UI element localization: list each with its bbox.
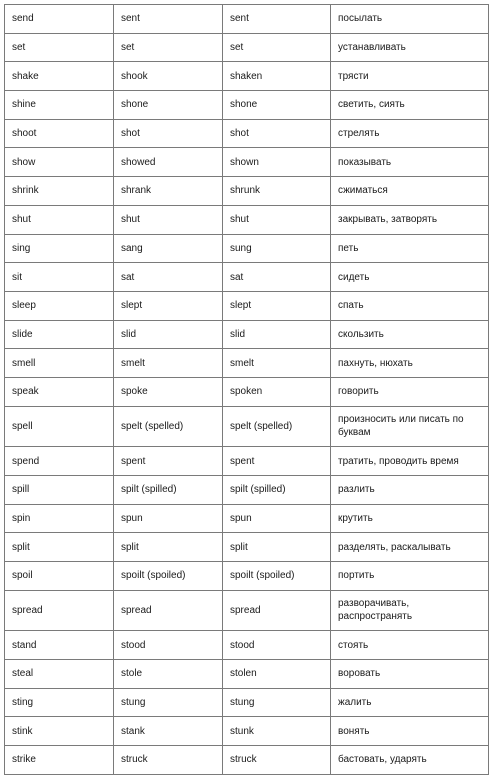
base-form-cell: sit [5, 263, 114, 292]
past-participle-cell: sung [223, 234, 331, 263]
table-row [5, 746, 489, 775]
past-simple-cell: spent [114, 447, 223, 476]
translation-cell: скользить [331, 320, 489, 349]
translation-cell: разлить [331, 475, 489, 504]
table-row [5, 291, 489, 320]
table-row [5, 91, 489, 120]
table-row [5, 504, 489, 533]
past-participle-cell: shone [223, 91, 331, 120]
table-row [5, 119, 489, 148]
base-form-cell: spoil [5, 561, 114, 590]
table-row [5, 320, 489, 349]
base-form-cell: shrink [5, 177, 114, 206]
base-form-cell: sting [5, 688, 114, 717]
table-row [5, 561, 489, 590]
table-row [5, 475, 489, 504]
base-form-cell: shut [5, 205, 114, 234]
past-participle-cell: slid [223, 320, 331, 349]
past-participle-cell: spilt (spilled) [223, 475, 331, 504]
past-simple-cell: smelt [114, 349, 223, 378]
translation-cell: трясти [331, 62, 489, 91]
translation-cell: разделять, раскалывать [331, 533, 489, 562]
past-simple-cell: sang [114, 234, 223, 263]
translation-cell: светить, сиять [331, 91, 489, 120]
base-form-cell: smell [5, 349, 114, 378]
past-simple-cell: split [114, 533, 223, 562]
past-participle-cell: shut [223, 205, 331, 234]
past-participle-cell: stolen [223, 659, 331, 688]
past-participle-cell: spelt (spelled) [223, 406, 331, 447]
translation-cell: спать [331, 291, 489, 320]
past-participle-cell: spoilt (spoiled) [223, 561, 331, 590]
base-form-cell: shoot [5, 119, 114, 148]
base-form-cell: speak [5, 377, 114, 406]
base-form-cell: spin [5, 504, 114, 533]
base-form-cell: stink [5, 717, 114, 746]
table-row [5, 234, 489, 263]
past-simple-cell: shook [114, 62, 223, 91]
translation-cell: показывать [331, 148, 489, 177]
base-form-cell: show [5, 148, 114, 177]
translation-cell: стрелять [331, 119, 489, 148]
past-simple-cell: spilt (spilled) [114, 475, 223, 504]
base-form-cell: spend [5, 447, 114, 476]
translation-cell: стоять [331, 631, 489, 660]
base-form-cell: spill [5, 475, 114, 504]
past-participle-cell: stunk [223, 717, 331, 746]
past-participle-cell: shaken [223, 62, 331, 91]
past-participle-cell: shown [223, 148, 331, 177]
table-row [5, 406, 489, 447]
past-simple-cell: stole [114, 659, 223, 688]
past-participle-cell: spoken [223, 377, 331, 406]
past-participle-cell: spent [223, 447, 331, 476]
base-form-cell: stand [5, 631, 114, 660]
table-row [5, 590, 489, 631]
past-simple-cell: stank [114, 717, 223, 746]
past-participle-cell: set [223, 33, 331, 62]
base-form-cell: split [5, 533, 114, 562]
past-participle-cell: stood [223, 631, 331, 660]
translation-cell: разворачивать, распространять [331, 590, 489, 631]
base-form-cell: shake [5, 62, 114, 91]
base-form-cell: sleep [5, 291, 114, 320]
translation-cell: произносить или писать по буквам [331, 406, 489, 447]
translation-cell: петь [331, 234, 489, 263]
past-simple-cell: shrank [114, 177, 223, 206]
past-simple-cell: shut [114, 205, 223, 234]
past-simple-cell: spoilt (spoiled) [114, 561, 223, 590]
base-form-cell: spread [5, 590, 114, 631]
translation-cell: закрывать, затворять [331, 205, 489, 234]
past-participle-cell: shot [223, 119, 331, 148]
translation-cell: устанавливать [331, 33, 489, 62]
translation-cell: бастовать, ударять [331, 746, 489, 775]
past-simple-cell: stood [114, 631, 223, 660]
table-row [5, 62, 489, 91]
translation-cell: говорить [331, 377, 489, 406]
base-form-cell: spell [5, 406, 114, 447]
past-participle-cell: sent [223, 5, 331, 34]
past-participle-cell: split [223, 533, 331, 562]
translation-cell: вонять [331, 717, 489, 746]
base-form-cell: send [5, 5, 114, 34]
past-simple-cell: struck [114, 746, 223, 775]
base-form-cell: steal [5, 659, 114, 688]
base-form-cell: shine [5, 91, 114, 120]
table-row [5, 205, 489, 234]
table-row [5, 148, 489, 177]
translation-cell: портить [331, 561, 489, 590]
table-row [5, 177, 489, 206]
past-simple-cell: slept [114, 291, 223, 320]
table-row [5, 349, 489, 378]
translation-cell: жалить [331, 688, 489, 717]
table-row [5, 377, 489, 406]
table-row [5, 33, 489, 62]
past-participle-cell: smelt [223, 349, 331, 378]
translation-cell: сидеть [331, 263, 489, 292]
past-participle-cell: spread [223, 590, 331, 631]
past-simple-cell: sat [114, 263, 223, 292]
past-simple-cell: set [114, 33, 223, 62]
table-row [5, 631, 489, 660]
table-row [5, 688, 489, 717]
translation-cell: воровать [331, 659, 489, 688]
past-simple-cell: stung [114, 688, 223, 717]
past-simple-cell: shot [114, 119, 223, 148]
past-participle-cell: stung [223, 688, 331, 717]
past-simple-cell: spoke [114, 377, 223, 406]
table-row [5, 533, 489, 562]
translation-cell: пахнуть, нюхать [331, 349, 489, 378]
past-simple-cell: shone [114, 91, 223, 120]
past-simple-cell: spelt (spelled) [114, 406, 223, 447]
past-participle-cell: struck [223, 746, 331, 775]
table-row [5, 447, 489, 476]
past-simple-cell: spun [114, 504, 223, 533]
table-row [5, 263, 489, 292]
past-participle-cell: spun [223, 504, 331, 533]
base-form-cell: strike [5, 746, 114, 775]
translation-cell: тратить, проводить время [331, 447, 489, 476]
past-simple-cell: slid [114, 320, 223, 349]
translation-cell: крутить [331, 504, 489, 533]
base-form-cell: sing [5, 234, 114, 263]
past-simple-cell: sent [114, 5, 223, 34]
base-form-cell: set [5, 33, 114, 62]
past-simple-cell: showed [114, 148, 223, 177]
translation-cell: сжиматься [331, 177, 489, 206]
table-row [5, 5, 489, 34]
past-participle-cell: shrunk [223, 177, 331, 206]
past-participle-cell: sat [223, 263, 331, 292]
base-form-cell: slide [5, 320, 114, 349]
table-row [5, 659, 489, 688]
irregular-verbs-table [4, 4, 489, 775]
past-participle-cell: slept [223, 291, 331, 320]
past-simple-cell: spread [114, 590, 223, 631]
table-body [5, 5, 489, 775]
translation-cell: посылать [331, 5, 489, 34]
table-row [5, 717, 489, 746]
